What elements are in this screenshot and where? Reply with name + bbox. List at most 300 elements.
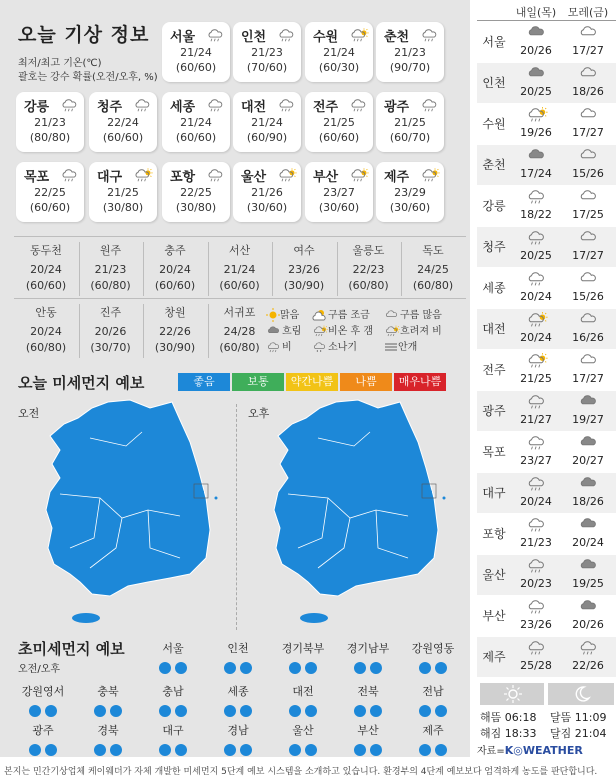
day2-temp: 15/26: [572, 290, 604, 303]
day2-temp: 18/26: [572, 495, 604, 508]
region-name: 경기북부: [281, 642, 325, 655]
city-temp: 22/24: [107, 116, 139, 129]
forecast-row: [477, 227, 616, 267]
day1-temp: 23/27: [520, 454, 552, 467]
weather-icon: [349, 27, 369, 43]
city-prob: (60/30): [318, 61, 360, 74]
am-dot: [159, 705, 171, 717]
forecast-row: [477, 596, 616, 636]
city-prob: (30/60): [389, 201, 431, 214]
city-prob: (60/60): [175, 131, 217, 144]
am-dot: [29, 705, 41, 717]
column-divider: [79, 304, 80, 358]
city-name: 대구: [482, 486, 506, 500]
grade-2: 보통: [232, 373, 284, 391]
legend-item: [384, 322, 442, 338]
ultra-sub: 오전/오후: [18, 664, 61, 675]
city-temp: 23/26: [288, 263, 320, 276]
city-prob: (60/60): [175, 61, 217, 74]
city-name: 제주: [384, 170, 410, 185]
weather-icon: [578, 147, 600, 164]
weather-icon: [277, 167, 297, 183]
weather-icon: [526, 557, 548, 574]
city-temp: 21/25: [394, 116, 426, 129]
weather-icon: [578, 311, 600, 328]
pm-dot: [175, 705, 187, 717]
city-prob: (80/80): [29, 131, 71, 144]
column-divider: [208, 242, 209, 296]
city-prob: (60/80): [25, 341, 67, 354]
city-prob: (30/90): [283, 279, 325, 292]
sun-box: [480, 683, 544, 705]
city-name: 광주: [482, 404, 506, 418]
city-temp: 23/29: [394, 186, 426, 199]
sun-cloud-icon: [312, 310, 328, 321]
am-dot: [289, 662, 301, 674]
forecast-head-line: [477, 20, 616, 21]
city-card: [162, 22, 230, 82]
grade-dots: [270, 702, 336, 714]
forecast-row: [477, 555, 616, 595]
region-cell: [270, 722, 336, 753]
shower-icon: [312, 342, 328, 353]
legend-label: 비온 후 갬: [328, 326, 373, 337]
divider: [14, 298, 466, 299]
region-cell: [400, 640, 466, 671]
grade-dots: [140, 659, 206, 671]
city-name: 춘천: [482, 158, 506, 172]
forecast-row: [477, 350, 616, 390]
divider-dashed: [236, 404, 237, 630]
city-temp: 21/24: [323, 46, 355, 59]
day2-temp: 17/27: [572, 126, 604, 139]
grade-dots: [335, 741, 401, 753]
dust-title: 오늘 미세먼지 예보: [18, 374, 145, 392]
day2-temp: 15/26: [572, 167, 604, 180]
legend-label: 비: [282, 342, 292, 353]
city-card: [233, 162, 301, 222]
city-card: [16, 92, 84, 152]
region-name: 제주: [422, 724, 444, 737]
region-name: 전북: [357, 685, 379, 698]
am-dot: [289, 705, 301, 717]
city-prob: (90/70): [389, 61, 431, 74]
weather-icon: [526, 24, 548, 41]
city-prob: (60/60): [102, 131, 144, 144]
city-name: 울릉도: [352, 244, 385, 257]
city-prob: (60/60): [29, 201, 71, 214]
city-name: 전주: [482, 363, 506, 377]
forecast-row: [477, 309, 616, 349]
city-temp: 22/26: [159, 325, 191, 338]
region-cell: [205, 722, 271, 753]
city-prob: (30/70): [90, 341, 131, 354]
city-name: 서울: [170, 30, 196, 45]
legend-item: [312, 322, 373, 338]
weather-icon: [578, 639, 600, 656]
day1-temp: 20/25: [520, 85, 552, 98]
region-name: 대전: [292, 685, 314, 698]
am-dot: [29, 744, 41, 756]
grade-dots: [140, 702, 206, 714]
city-prob: (30/60): [318, 201, 360, 214]
forecast-row: [477, 391, 616, 431]
city-name: 여수: [293, 244, 315, 257]
weather-icon: [277, 97, 297, 113]
weather-icon: [578, 598, 600, 615]
rain-then-clear-icon: [312, 326, 328, 337]
weather-icon: [526, 147, 548, 164]
city-name: 세종: [170, 100, 196, 115]
city-card: [233, 92, 301, 152]
city-card: [233, 22, 301, 82]
city-card: [162, 162, 230, 222]
city-name: 전주: [313, 100, 339, 115]
region-name: 강원영서: [21, 685, 65, 698]
city-name: 서산: [228, 244, 251, 257]
day1-temp: 19/26: [520, 126, 552, 139]
city-prob: (60/60): [154, 279, 196, 292]
city-prob: (60/80): [219, 341, 260, 354]
city-name: 인천: [241, 30, 267, 45]
city-temp: 21/25: [323, 116, 355, 129]
pm-dot: [175, 662, 187, 674]
weather-icon: [526, 229, 548, 246]
weather-icon: [526, 65, 548, 82]
am-dot: [354, 744, 366, 756]
weather-icon: [526, 352, 548, 369]
weather-icon: [60, 97, 80, 113]
city-temp: 22/23: [352, 263, 385, 276]
city-temp: 24/25: [417, 263, 449, 276]
weather-icon: [578, 188, 600, 205]
column-divider: [337, 242, 338, 296]
weather-icon: [206, 27, 226, 43]
legend-label: 흐려져 비: [400, 326, 442, 337]
city-temp: 21/25: [107, 186, 139, 199]
weather-icon: [526, 516, 548, 533]
grade-dots: [335, 659, 401, 671]
city-temp: 20/24: [30, 263, 62, 276]
temp-note: 최저/최고 기온(℃): [18, 58, 102, 69]
clear-then-rain-icon: [384, 326, 400, 337]
weather-icon: [133, 97, 153, 113]
city-name: 울산: [241, 170, 267, 185]
forecast-head-day1: 내일(목): [515, 6, 557, 19]
grade-dots: [205, 741, 271, 753]
forecast-row: [477, 186, 616, 226]
weather-icon: [578, 557, 600, 574]
legend-label: 소나기: [328, 342, 357, 353]
city-temp: 22/25: [180, 186, 212, 199]
column-divider: [79, 242, 80, 296]
city-temp: 23/27: [323, 186, 355, 199]
moonset: 달짐 21:04: [550, 727, 607, 740]
pm-dot: [305, 662, 317, 674]
divider: [14, 236, 466, 237]
day2-temp: 17/27: [572, 372, 604, 385]
pm-dot: [305, 705, 317, 717]
city-temp: 21/23: [394, 46, 426, 59]
region-cell: [75, 683, 141, 714]
source-prefix: 자료=: [477, 746, 505, 757]
city-prob: (30/90): [154, 341, 196, 354]
am-dot: [224, 662, 236, 674]
city-prob: (30/60): [246, 201, 288, 214]
weather-icon: [578, 270, 600, 287]
city-temp: 21/26: [251, 186, 283, 199]
weather-icon: [578, 65, 600, 82]
region-name: 세종: [227, 685, 249, 698]
forecast-row: [477, 514, 616, 554]
legend-item: [384, 306, 442, 322]
legend-item: [266, 338, 292, 354]
city-name: 포항: [482, 527, 506, 541]
weather-icon: [277, 27, 297, 43]
prob-note: 괄호는 강수 확률(오전/오후, %): [18, 72, 158, 83]
city-card: [16, 162, 84, 222]
city-name: 목포: [482, 445, 506, 459]
weather-icon: [578, 516, 600, 533]
am-dot: [94, 744, 106, 756]
column-divider: [143, 242, 144, 296]
day2-temp: 20/26: [572, 618, 604, 631]
region-cell: [205, 640, 271, 671]
city-name: 대전: [241, 100, 267, 115]
city-name: 청주: [97, 100, 123, 115]
weather-icon: [526, 311, 548, 328]
pm-dot: [370, 662, 382, 674]
moon-box: [548, 683, 614, 705]
cloud-icon: [384, 310, 400, 321]
region-cell: [335, 683, 401, 714]
weather-icon: [133, 167, 153, 183]
weather-icon: [526, 106, 548, 123]
weather-icon: [526, 270, 548, 287]
column-divider: [401, 242, 402, 296]
legend-item: [266, 306, 299, 322]
sunrise: 해뜸 06:18: [480, 711, 537, 724]
grade-1: 좋음: [178, 373, 230, 391]
city-prob: (70/60): [246, 61, 288, 74]
am-dot: [159, 662, 171, 674]
pm-dot: [45, 744, 57, 756]
day1-temp: 20/24: [520, 495, 552, 508]
region-cell: [270, 640, 336, 671]
grade-dots: [270, 659, 336, 671]
grade-dots: [140, 741, 206, 753]
weather-icon: [526, 639, 548, 656]
weather-icon: [578, 106, 600, 123]
footer-note: 본지는 민간기상업체 케이웨더가 자체 개발한 미세먼지 5단계 예보 시스템을 소개하고 있습니다. 환경부의 4단계 예보보다 엄격하게 농도를 판단합니다.: [4, 767, 598, 777]
legend-item: [312, 306, 370, 322]
weather-icon: [420, 167, 440, 183]
weather-icon: [349, 97, 369, 113]
city-name: 포항: [170, 170, 196, 185]
pm-dot: [305, 744, 317, 756]
region-cell: [75, 722, 141, 753]
pm-dot: [110, 705, 122, 717]
sunset: 해짐 18:33: [480, 727, 537, 740]
city-prob: (60/60): [318, 131, 360, 144]
weather-icon: [526, 434, 548, 451]
weather-icon: [578, 229, 600, 246]
city-name: 인천: [482, 76, 506, 90]
sun-icon: [266, 310, 280, 321]
weather-icon: [420, 27, 440, 43]
city-name: 목포: [24, 170, 50, 185]
city-prob: (60/70): [389, 131, 431, 144]
weather-icon: [526, 393, 548, 410]
pm-dot: [175, 744, 187, 756]
am-dot: [289, 744, 301, 756]
grade-4: 나쁨: [340, 373, 392, 391]
city-temp: 20/26: [94, 325, 127, 338]
source-credit: [477, 742, 583, 757]
day1-temp: 20/24: [520, 331, 552, 344]
region-cell: [335, 640, 401, 671]
am-dot: [224, 744, 236, 756]
cloudy-icon: [266, 326, 282, 337]
day2-temp: 19/27: [572, 413, 604, 426]
grade-dots: [400, 741, 466, 753]
forecast-panel: [477, 0, 616, 757]
city-card: [89, 162, 157, 222]
region-name: 부산: [357, 724, 379, 737]
day2-temp: 17/25: [572, 208, 604, 221]
city-card: [305, 92, 373, 152]
moon-icon: [573, 685, 591, 703]
city-name: 대전: [482, 322, 506, 336]
region-name: 경기남부: [346, 642, 390, 655]
weather-icon: [578, 352, 600, 369]
day1-temp: 21/25: [520, 372, 552, 385]
region-cell: [10, 683, 76, 714]
weather-icon: [420, 97, 440, 113]
grade-dots: [10, 741, 76, 753]
city-card: [376, 92, 444, 152]
cloud-rain-icon: [266, 342, 282, 353]
pm-dot: [110, 744, 122, 756]
city-temp: 21/24: [180, 116, 212, 129]
city-name: 원주: [99, 244, 122, 257]
city-temp: 21/24: [180, 46, 212, 59]
city-name: 춘천: [384, 30, 410, 45]
city-name: 안동: [35, 306, 57, 319]
city-name: 부산: [482, 609, 506, 623]
grade-dots: [400, 659, 466, 671]
grade-dots: [205, 702, 271, 714]
city-name: 서울: [482, 35, 506, 49]
day1-temp: 20/24: [520, 290, 552, 303]
pm-label: 오후: [248, 407, 270, 420]
pm-dot: [435, 662, 447, 674]
am-dot: [354, 705, 366, 717]
pm-dot: [370, 744, 382, 756]
region-cell: [140, 683, 206, 714]
region-cell: [140, 722, 206, 753]
grade-dots: [400, 702, 466, 714]
day1-temp: 20/23: [520, 577, 552, 590]
region-cell: [140, 640, 206, 671]
day2-temp: 20/27: [572, 454, 604, 467]
grade-dots: [75, 741, 141, 753]
region-name: 강원영동: [411, 642, 455, 655]
forecast-row: [477, 104, 616, 144]
weather-icon: [578, 24, 600, 41]
city-card: [162, 92, 230, 152]
city-prob: (60/60): [219, 279, 260, 292]
day1-temp: 17/24: [520, 167, 552, 180]
day1-temp: 20/26: [520, 44, 552, 57]
am-label: 오전: [18, 407, 40, 420]
weather-icon: [578, 434, 600, 451]
region-cell: [205, 683, 271, 714]
city-temp: 20/24: [30, 325, 62, 338]
grade-dots: [270, 741, 336, 753]
legend-item: [384, 338, 417, 354]
day1-temp: 20/25: [520, 249, 552, 262]
region-cell: [10, 722, 76, 753]
forecast-row: [477, 268, 616, 308]
region-name: 충북: [97, 685, 119, 698]
city-temp: 21/24: [223, 263, 256, 276]
city-name: 강릉: [482, 199, 506, 213]
weather-icon: [349, 167, 369, 183]
am-dot: [224, 705, 236, 717]
legend-label: 구름 조금: [328, 310, 370, 321]
city-prob: (30/80): [102, 201, 144, 214]
region-name: 광주: [32, 724, 54, 737]
day1-temp: 21/23: [520, 536, 552, 549]
city-name: 청주: [482, 240, 506, 254]
am-dot: [94, 705, 106, 717]
city-name: 독도: [422, 244, 444, 257]
city-prob: (30/80): [175, 201, 217, 214]
pm-dot: [370, 705, 382, 717]
ultra-title: 초미세먼지 예보: [18, 640, 125, 658]
weather-icon: [206, 97, 226, 113]
moonrise: 달뜸 11:09: [550, 711, 607, 724]
city-name: 부산: [313, 170, 339, 185]
forecast-row: [477, 473, 616, 513]
grade-5: 매우나쁨: [394, 373, 446, 391]
city-name: 광주: [384, 100, 410, 115]
weather-icon: [526, 598, 548, 615]
city-temp: 21/23: [94, 263, 127, 276]
grade-dots: [205, 659, 271, 671]
city-card: [376, 22, 444, 82]
city-name: 진주: [99, 306, 122, 319]
forecast-row: [477, 637, 616, 677]
forecast-row: [477, 63, 616, 103]
day2-temp: 17/27: [572, 249, 604, 262]
day1-temp: 18/22: [520, 208, 552, 221]
forecast-row: [477, 145, 616, 185]
page-title: 오늘 기상 정보: [18, 24, 150, 46]
city-name: 수원: [482, 117, 506, 131]
city-name: 강릉: [24, 100, 50, 115]
city-card: [305, 162, 373, 222]
region-name: 경북: [97, 724, 119, 737]
am-dot: [419, 744, 431, 756]
grade-3: 약간나쁨: [286, 373, 338, 391]
day2-temp: 19/25: [572, 577, 604, 590]
legend-label: 구름 많음: [400, 310, 442, 321]
region-cell: [270, 683, 336, 714]
day1-temp: 23/26: [520, 618, 552, 631]
weather-icon: [526, 475, 548, 492]
